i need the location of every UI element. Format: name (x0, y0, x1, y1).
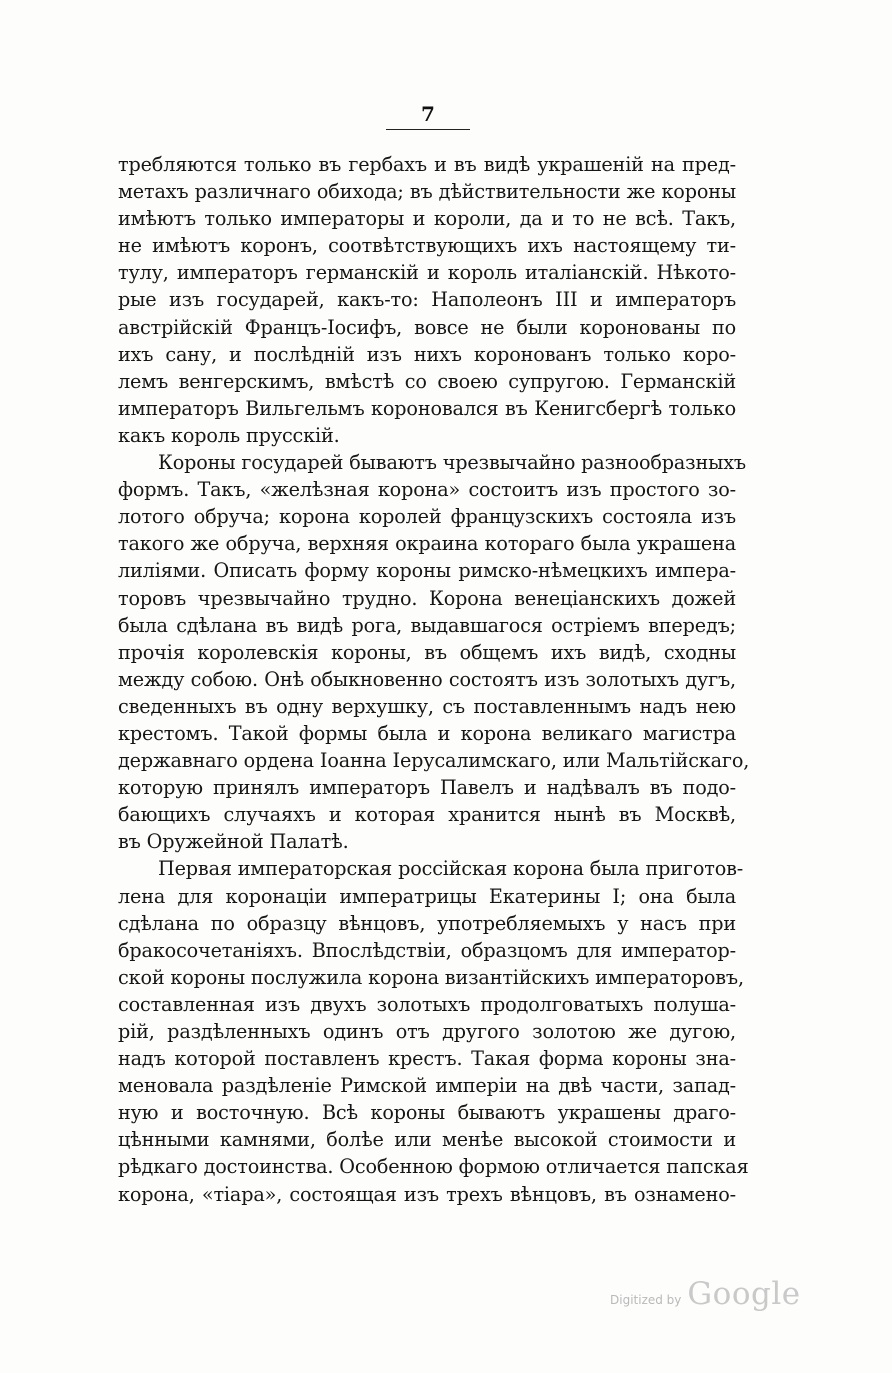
text-line: ихъ сану, и послѣдній изъ нихъ коронованъ только коро- (118, 342, 736, 366)
text-line: державнаго ордена Іоанна Іерусалимскаго, или Мальтійскаго, (118, 749, 750, 773)
text-line: меновала раздѣленіе Римской имперіи на двѣ части, запад- (118, 1074, 736, 1098)
page-number: 7 (421, 102, 435, 126)
body-text (118, 151, 750, 1208)
text-line: сведенныхъ въ одну верхушку, съ поставленнымъ надъ нею (118, 694, 736, 718)
text-line: между собою. Онѣ обыкновенно состоятъ изъ золотыхъ дугъ, (118, 667, 736, 691)
text-line: метахъ различнаго обихода; въ дѣйствительности же короны (118, 180, 736, 204)
text-line: рые изъ государей, какъ-то: Наполеонъ III и императоръ (118, 288, 736, 312)
text-line: прочія королевскія короны, въ общемъ ихъ видѣ, сходны (118, 640, 736, 664)
text-line: рій, раздѣленныхъ одинъ отъ другого золотою же дугою, (118, 1020, 736, 1043)
text-line: въ Оружейной Палатѣ. (118, 830, 349, 854)
text-line: лиліями. Описать форму короны римско-нѣмецкихъ импера- (118, 559, 736, 583)
paragraph-start-line: Короны государей бываютъ чрезвычайно разнообразныхъ (158, 451, 746, 475)
text-line: не имѣютъ коронъ, соотвѣтствующихъ ихъ настоящему ти- (118, 234, 736, 258)
text-line: австрійскій Францъ-Іосифъ, вовсе не были коронованы по (118, 315, 736, 339)
text-line: надъ которой поставленъ крестъ. Такая форма короны зна- (118, 1047, 736, 1071)
text-line: лотого обруча; корона королей французскихъ состояла изъ (118, 505, 736, 529)
text-line: лена для коронаціи императрицы Екатерины I; она была (118, 884, 736, 908)
text-line: лемъ венгерскимъ, вмѣстѣ со своею супругою. Германскій (118, 369, 736, 393)
text-line: такого же обруча, верхняя окраина котораго была украшена (118, 532, 736, 556)
text-line: ской короны послужила корона византійскихъ императоровъ, (118, 965, 744, 989)
text-line: крестомъ. Такой формы была и корона великаго магистра (118, 721, 736, 745)
text-line: корона, «тіара», состоящая изъ трехъ вѣнцовъ, въ ознамено- (118, 1182, 736, 1206)
watermark-prefix: Digitized by (610, 1293, 682, 1307)
text-line: бающихъ случаяхъ и которая хранится нынѣ въ Москвѣ, (118, 803, 736, 827)
text-line: составленная изъ двухъ золотыхъ продолговатыхъ полуша- (118, 992, 736, 1016)
text-line: которую принялъ императоръ Павелъ и надѣвалъ въ подо- (118, 776, 736, 800)
text-line: рѣдкаго достоинства. Особенною формою отличается папская (118, 1155, 749, 1179)
text-line: имѣютъ только императоры и короли, да и то не всѣ. Такъ, (118, 207, 736, 231)
google-logo: Google (687, 1276, 801, 1312)
text-line: требляются только въ гербахъ и въ видѣ украшеній на пред- (118, 153, 736, 176)
paragraph-start-line: Первая императорская россійская корона была приготов- (158, 857, 744, 881)
text-line: какъ король прусскій. (118, 423, 340, 447)
text-line: тулу, императоръ германскій и король италіанскій. Нѣкото- (118, 261, 736, 285)
text-line: торовъ чрезвычайно трудно. Корона венеціанскихъ дожей (118, 586, 736, 610)
text-line: ную и восточную. Всѣ короны бываютъ украшены драго- (118, 1101, 736, 1125)
text-line: императоръ Вильгельмъ короновался въ Кенигсбергѣ только (118, 396, 736, 420)
text-line: формъ. Такъ, «желѣзная корона» состоитъ изъ простого зо- (118, 478, 736, 502)
text-line: бракосочетаніяхъ. Впослѣдствіи, образцомъ для император- (118, 938, 736, 962)
digitized-by-google-watermark (610, 1276, 800, 1320)
text-line: сдѣлана по образцу вѣнцовъ, употребляемыхъ у насъ при (118, 911, 736, 935)
text-line: была сдѣлана въ видѣ рога, выдавшагося остріемъ впередъ; (118, 613, 736, 637)
text-line: цѣнными камнями, болѣе или менѣе высокой стоимости и (118, 1128, 736, 1152)
header-rule (386, 129, 470, 130)
